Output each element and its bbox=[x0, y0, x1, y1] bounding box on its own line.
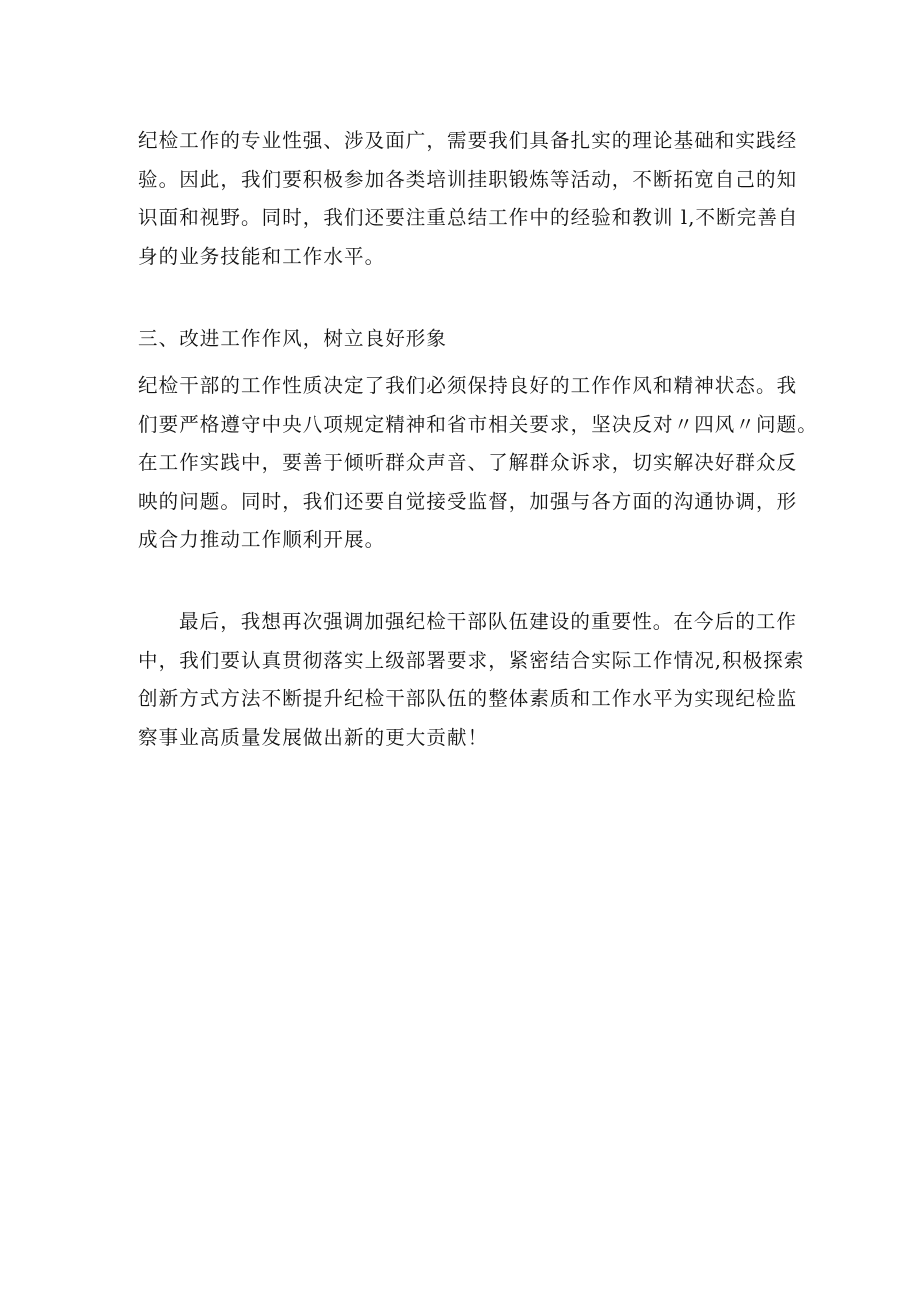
section-heading bbox=[138, 320, 798, 359]
paragraph-line: 验。因此，我们要积极参加各类培训挂职锻炼等活动，不断拓宽自己的知 bbox=[138, 167, 798, 191]
paragraph-line: 成合力推动工作顺利开展。 bbox=[138, 528, 386, 551]
paragraph-line: 最后，我想再次强调加强纪检干部队伍建设的重要性。在今后的工作 bbox=[179, 610, 798, 633]
paragraph-line: 们要严格遵守中央八项规定精神和省市相关要求，坚决反对〃四风〃问题。 bbox=[138, 412, 818, 436]
paragraph-line: 识面和视野。同时，我们还要注重总结工作中的经验和教训 l,不断完善自 bbox=[138, 206, 799, 229]
paragraph-training bbox=[138, 122, 798, 276]
paragraph-line: 中，我们要认真贯彻落实上级部署要求，紧密结合实际工作情况,积极探索 bbox=[138, 648, 805, 672]
paragraph-line: 在工作实践中，要善于倾听群众声音、了解群众诉求，切实解决好群众反 bbox=[138, 451, 798, 474]
section-heading-text: 三、改进工作作风，树立良好形象 bbox=[138, 327, 448, 350]
paragraph-line: 纪检工作的专业性强、涉及面广，需要我们具备扎实的理论基础和实践经 bbox=[138, 129, 798, 152]
paragraph-conclusion bbox=[138, 603, 805, 757]
paragraph-line: 创新方式方法不断提升纪检干部队伍的整体素质和工作水平为实现纪检监 bbox=[138, 687, 798, 710]
paragraph-line: 察事业高质量发展做出新的更大贡献！ bbox=[138, 725, 489, 749]
paragraph-line: 纪检干部的工作性质决定了我们必须保持良好的工作作风和精神状态。我 bbox=[138, 374, 798, 397]
paragraph-line: 映的问题。同时，我们还要自觉接受监督，加强与各方面的沟通协调，形 bbox=[138, 489, 798, 513]
paragraph-work-style bbox=[138, 367, 818, 560]
paragraph-line: 身的业务技能和工作水平。 bbox=[138, 244, 386, 268]
